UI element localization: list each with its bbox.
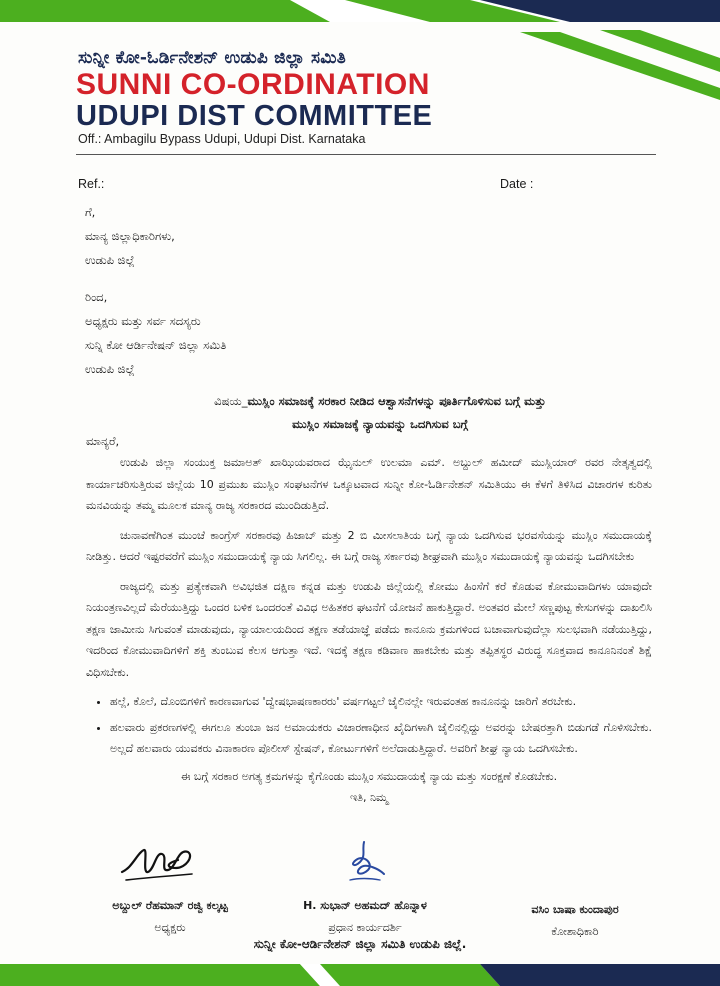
closing-line: ಈ ಬಗ್ಗೆ ಸರಕಾರ ಅಗತ್ಯ ಕ್ರಮಗಳನ್ನು ಕೈಗೊಂಡು ಮುಸ್ಲಿಂ ಸಮುದಾಯಕ್ಕೆ ನ್ಯಾಯ ಮತ್ತು ಸಂರಕ್ಷಣೆ ಕೊಡಬೇಕು. bbox=[180, 769, 558, 783]
recipient-line: ಗೆ, bbox=[85, 205, 96, 219]
signatory-name: ವಸಿಂ ಬಾಷಾ ಕುಂದಾಪುರ bbox=[531, 903, 619, 916]
signatory-role: ಪ್ರಧಾನ ಕಾರ್ಯದರ್ಶಿ bbox=[328, 921, 402, 934]
body-paragraph-2: ಚುನಾವಣೆಗಿಂತ ಮುಂಚೆ ಕಾಂಗ್ರೆಸ್ ಸರಕಾರವು ಹಿಜಾಬ್ ಮತ್ತು 2 ಬಿ ಮೀಸಲಾತಿಯ ಬಗ್ಗೆ ನ್ಯಾಯ ಒದಗಿಸುವ ಭರವಸೆಯನ್ನು ಮುಸ್ಲಿಂ ಸಮುದಾಯಕ್ಕೆ ನೀಡಿತ್ತು. ಆದರೆ ಇಷ್ಟರವರೆಗೆ ಮುಸ್ಲಿಂ ಸಮುದಾಯಕ್ಕೆ ನ್ಯಾಯ ಸಿಗಲಿಲ್ಲ. ಈ ಬಗ್ಗೆ ರಾಜ್ಯ ಸರ್ಕಾರವು ಶೀಘ್ರವಾಗಿ ಮುಸ್ಲಿಂ ಸಮುದಾಯಕ್ಕೆ ನ್ಯಾಯವನ್ನು ಒದಗಿಸಬೇಕು bbox=[86, 528, 652, 563]
signatory-name: H. ಸುಭಾನ್ ಅಹಮದ್ ಹೊನ್ನಾಳ bbox=[303, 899, 427, 912]
signatory-secretary bbox=[270, 895, 460, 939]
footer-green-band-mid bbox=[320, 964, 500, 986]
org-name-english-line1: SUNNI CO-ORDINATION bbox=[76, 68, 430, 101]
header-green-stripe-1 bbox=[520, 32, 720, 100]
signatory-role: ಕೋಶಾಧಿಕಾರಿ bbox=[551, 925, 599, 938]
office-address: Off.: Ambagilu Bypass Udupi, Udupi Dist. Karnataka bbox=[78, 132, 366, 146]
recipient-line: ಮಾನ್ಯ ಜಿಲ್ಲಾಧಿಕಾರಿಗಳು, bbox=[85, 229, 175, 243]
header-divider bbox=[76, 154, 656, 155]
footer-green-band-left bbox=[0, 964, 320, 986]
subject-line1: ಮುಸ್ಲಿಂ ಸಮಾಜಕ್ಕೆ ಸರಕಾರ ನೀಡಿದ ಆಶ್ವಾಸನೆಗಳನ್ನು ಪೂರ್ತಿಗೊಳಿಸುವ ಬಗ್ಗೆ ಮತ್ತು bbox=[247, 394, 546, 408]
demands-list bbox=[86, 691, 652, 760]
header-green-stripe-2 bbox=[600, 30, 720, 72]
body-paragraph-3: ರಾಜ್ಯದಲ್ಲಿ ಮತ್ತು ಪ್ರತ್ಯೇಕವಾಗಿ ಅವಿಭಜಿತ ದಕ್ಷಿಣ ಕನ್ನಡ ಮತ್ತು ಉಡುಪಿ ಜಿಲ್ಲೆಯಲ್ಲಿ ಕೋಮು ಹಿಂಸೆಗೆ ಕರೆ ಕೊಡುವ ಕೋಮುವಾದಿಗಳು ಯಾವುದೇ ನಿಯಂತ್ರಣವಿಲ್ಲದೆ ಮೆರೆಯುತ್ತಿದ್ದು ಒಂದರ ಬಳಿಕ ಒಂದರಂತೆ ವಿವಿಧ ಅಹಿತಕರ ಘಟನೆಗೆ ಯೋಜನೆ ಹಾಕುತ್ತಿದ್ದಾರೆ. ಅಂತವರ ಮೇಲೆ ಸಣ್ಣಪುಟ್ಟ ಕೇಸುಗಳನ್ನು ದಾಖಲಿಸಿ ತಕ್ಷಣ ಜಾಮೀನು ಸಿಗುವಂತೆ ಮಾಡುವುದು, ನ್ಯಾಯಾಲಯದಿಂದ ತಕ್ಷಣ ತಡೆಯಾಜ್ಞೆ ಪಡೆದು ಕಾನೂನು ಕ್ರಮಗಳಿಂದ ಬಚಾವಾಗುವುದೆಲ್ಲಾ ಸುಲಭವಾಗಿ ನಡೆಯುತ್ತಿದ್ದು, ಇದರಿಂದ ಕೋಮುವಾದಿಗಳಿಗೆ ಶಕ್ತಿ ತುಂಬುವ ಕೆಲಸ ಆಗುತ್ತಾ ಇದೆ. ಇದಕ್ಕೆ ತಕ್ಷಣ ಕಡಿವಾಣ ಹಾಕಬೇಕು ಮತ್ತು ತಪ್ಪಿತಸ್ಥರ ವಿರುದ್ಧ ಸೂಕ್ತವಾದ ಕಾನೂನಿನಂತೆ ಶಿಕ್ಷೆ ವಿಧಿಸಬೇಕು. bbox=[86, 579, 652, 679]
subject-prefix: ವಿಷಯ_ bbox=[214, 394, 248, 408]
signature-secretary bbox=[340, 840, 390, 886]
signatory-president bbox=[80, 895, 260, 939]
signature-president bbox=[118, 838, 198, 888]
date-label: Date : bbox=[500, 177, 534, 191]
yours-line: ಇತಿ, ನಿಮ್ಮ bbox=[349, 791, 389, 804]
committee-footer: ಸುನ್ನೀ ಕೋ-ಆರ್ಡಿನೇಶನ್ ಜಿಲ್ಲಾ ಸಮಿತಿ ಉಡುಪಿ ಜಿಲ್ಲೆ. bbox=[253, 937, 467, 951]
recipient-line: ಉಡುಪಿ ಜಿಲ್ಲೆ bbox=[85, 253, 135, 267]
body-paragraph-1: ಉಡುಪಿ ಜಿಲ್ಲಾ ಸಂಯುಕ್ತ ಜಮಾಅತ್ ಖಾಝಿಯವರಾದ ಝೈನುಲ್ ಉಲಮಾ ಎಮ್. ಅಬ್ದುಲ್ ಹಮೀದ್ ಮುಸ್ಲಿಯಾರ್ ರವರ ನೇತೃತ್ವದಲ್ಲಿ ಕಾರ್ಯಾಚರಿಸುತ್ತಿರುವ ಜಿಲ್ಲೆಯ 10 ಪ್ರಮುಖ ಮುಸ್ಲಿಂ ಸಂಘಟನೆಗಳ ಒಕ್ಕೂಟವಾದ ಸುನ್ನೀ ಕೋ-ಓರ್ಡಿನೇಶನ್ ಸಮಿತಿಯು ಈ ಕೆಳಗೆ ತಿಳಿಸಿದ ವಿಚಾರಗಳ ಕುರಿತು ಮನವಿಯನ್ನು ತಮ್ಮ ಮೂಲಕ ಮಾನ್ಯ ರಾಜ್ಯ ಸರಕಾರದ ಮುಂದಿಡುತ್ತಿದೆ. bbox=[86, 456, 652, 512]
sender-line: ಅಧ್ಯಕ್ಷರು ಮತ್ತು ಸರ್ವ ಸದಸ್ಯರು bbox=[85, 314, 201, 328]
demand-item-2: • ಹಲವಾರು ಪ್ರಕರಣಗಳಲ್ಲಿ ಈಗಲೂ ತುಂಬಾ ಜನ ಅಮಾಯಕರು ವಿಚಾರಣಾಧೀನ ಖೈದಿಗಳಾಗಿ ಜೈಲಿನಲ್ಲಿದ್ದು ಅವರನ್ನು ಬೇಷರತ್ತಾಗಿ ಬಿಡುಗಡೆ ಗೊಳಿಸಬೇಕು. ಅಲ್ಲದೆ ಹಲವಾರು ಯುವಕರು ವಿನಾಕಾರಣ ಪೊಲೀಸ್ ಸ್ಟೇಷನ್, ಕೋರ್ಟುಗಳಿಗೆ ಅಲೆದಾಡುತ್ತಿದ್ದಾರೆ. ಅವರಿಗೆ ಶೀಘ್ರ ನ್ಯಾಯ ಒದಗಿಸಬೇಕು. bbox=[110, 717, 652, 760]
sender-line: ಸುನ್ನಿ ಕೋ ಆರ್ಡಿನೇಷನ್ ಜಿಲ್ಲಾ ಸಮಿತಿ bbox=[85, 338, 227, 352]
demand-item-1: • ಹಲ್ಲೆ, ಕೊಲೆ, ದೊಂಬಿಗಳಿಗೆ ಕಾರಣವಾಗುವ 'ದ್ವೇಷಭಾಷಣಕಾರರು' ವರ್ಷಗಟ್ಟಲೆ ಜೈಲಿನಲ್ಲೇ ಇರುವಂತಹ ಕಾನೂನನ್ನು ಜಾರಿಗೆ ತರಬೇಕು. bbox=[110, 691, 652, 713]
salutation: ಮಾನ್ಯರೆ, bbox=[86, 434, 120, 448]
subject-heading bbox=[100, 390, 660, 436]
footer-navy-band bbox=[480, 964, 720, 986]
sender-line: ರಿಂದ, bbox=[85, 290, 108, 304]
signatory-role: ಅಧ್ಯಕ್ಷರು bbox=[154, 921, 186, 934]
recipient-block bbox=[85, 200, 175, 272]
sender-block bbox=[85, 285, 226, 381]
org-name-kannada: ಸುನ್ನೀ ಕೋ-ಓರ್ಡಿನೇಶನ್ ಉಡುಪಿ ಜಿಲ್ಲಾ ಸಮಿತಿ bbox=[78, 48, 346, 68]
org-name-english-line2: UDUPI DIST COMMITTEE bbox=[76, 100, 433, 132]
ref-label: Ref.: bbox=[78, 177, 105, 191]
subject-line2: ಮುಸ್ಲಿಂ ಸಮಾಜಕ್ಕೆ ನ್ಯಾಯವನ್ನು ಒದಗಿಸುವ ಬಗ್ಗೆ bbox=[292, 417, 468, 431]
footer-decoration bbox=[0, 960, 720, 986]
signatory-name: ಅಬ್ದುಲ್ ರೆಹಮಾನ್ ರಜ್ವಿ ಕಲ್ಕಟ್ಟ bbox=[112, 899, 228, 912]
sender-line: ಉಡುಪಿ ಜಿಲ್ಲೆ bbox=[85, 362, 135, 376]
letter-body bbox=[86, 452, 652, 809]
